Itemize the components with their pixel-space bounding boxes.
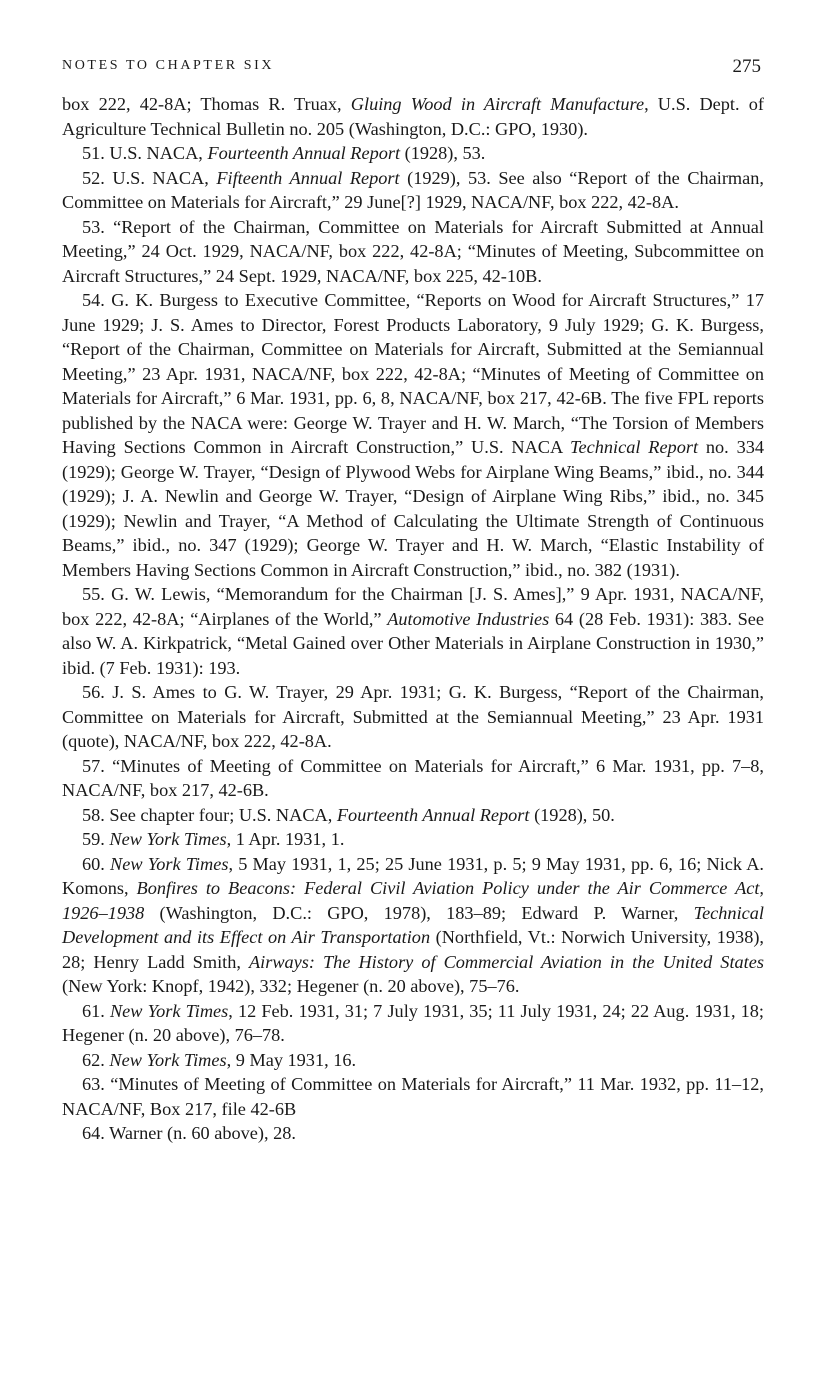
endnote-63: [62, 1072, 764, 1121]
endnote-61: [62, 999, 764, 1048]
endnote-56: [62, 680, 764, 754]
note-text: 64 (28 Feb. 1931): 383. See also W. A. Kirkpatrick, “Metal Gained over Other Materials in Airplane Construction in 1930,” ibid. (7 Feb. 1931): 193.: [62, 608, 764, 678]
endnote-continuation: [62, 92, 764, 141]
note-text: 56. J. S. Ames to G. W. Trayer, 29 Apr. 1931; G. K. Burgess, “Report of the Chairman, Committee on Materials for Aircraft, Submitted at the Semiannual Meeting,” 23 Apr. 1931 (quote), NACA/NF, box 222, 42-8A.: [62, 682, 764, 751]
note-text: 58. See chapter four; U.S. NACA,: [82, 804, 337, 825]
note-text: (New York: Knopf, 1942), 332; Hegener (n. 20 above), 75–76.: [62, 976, 520, 996]
endnote-57: [62, 754, 764, 803]
endnote-54: [62, 288, 764, 582]
note-text: 64. Warner (n. 60 above), 28.: [82, 1123, 296, 1143]
italic-title: Gluing Wood in Aircraft Manufacture: [350, 94, 645, 114]
note-text: , 12 Feb. 1931, 31; 7 July 1931, 35; 11 July 1931, 24; 22 Aug. 1931, 18; Hegener (n. 20 above), 76–78.: [62, 1000, 764, 1045]
note-text: box 222, 42-8A; Thomas R. Truax,: [62, 94, 351, 114]
note-text: 59.: [82, 829, 110, 849]
endnote-52: [62, 166, 764, 215]
endnote-60: [62, 852, 764, 999]
endnote-53: [62, 215, 764, 289]
note-text: , U.S. Dept. of Agriculture Technical Bulletin no. 205 (Washington, D.C.: GPO, 1930).: [62, 94, 764, 139]
note-text: 61.: [82, 1000, 110, 1021]
chapter-notes-title: NOTES TO CHAPTER SIX: [62, 58, 275, 73]
italic-title: New York Times: [109, 829, 227, 849]
italic-title: New York Times: [109, 1049, 227, 1070]
italic-title: Automotive Industries: [387, 608, 550, 629]
italic-title: Technical Report: [570, 437, 699, 457]
note-text: 63. “Minutes of Meeting of Committee on Materials for Aircraft,” 11 Mar. 1932, pp. 11–12, NACA/NF, Box 217, file 42-6B: [62, 1074, 764, 1119]
note-text: 55. G. W. Lewis, “Memorandum for the Chairman [J. S. Ames],” 9 Apr. 1931, NACA/NF, box 222, 42-8A; “Airplanes of the World,”: [62, 584, 764, 629]
note-text: 53. “Report of the Chairman, Committee on Materials for Aircraft Submitted at Annual Meeting,” 24 Oct. 1929, NACA/NF, box 222, 42-8A; “Minutes of Meeting, Subcommittee on Aircraft Structures,” 24 Sept. 1929, NACA/NF, box 225, 42-10B.: [62, 216, 764, 286]
note-text: 52. U.S. NACA,: [82, 167, 217, 188]
endnote-59: [62, 827, 764, 852]
note-text: (1929), 53. See also “Report of the Chairman, Committee on Materials for Aircraft,” 29 June[?] 1929, NACA/NF, box 222, 42-8A.: [62, 167, 764, 212]
endnotes-body: [62, 92, 764, 1146]
italic-title: Technical Development and its Effect on Air Transportation: [62, 902, 764, 947]
note-text: 60.: [82, 853, 111, 874]
page-number: 275: [732, 56, 761, 77]
endnote-64: [62, 1121, 764, 1146]
note-text: (Northfield, Vt.: Norwich University, 1938), 28; Henry Ladd Smith,: [62, 927, 764, 972]
italic-title: Fifteenth Annual Report: [216, 167, 400, 188]
endnote-58: [62, 803, 764, 828]
italic-title: Fourteenth Annual Report: [336, 804, 530, 825]
note-text: , 1 Apr. 1931, 1.: [226, 829, 345, 849]
note-text: 54. G. K. Burgess to Executive Committee, “Reports on Wood for Aircraft Structures,” 17 June 1929; J. S. Ames to Director, Forest Products Laboratory, 9 July 1929; G. K. Burgess, “Report of the Chairman, Committee on Materials for Aircraft, Submitted at the Semiannual Meeting,” 23 Apr. 1931, NACA/NF, box 222, 42-8A; “Minutes of Meeting of Committee on Materials for Aircraft,” 6 Mar. 1931, pp. 6, 8, NACA/NF, box 217, 42-6B. The five FPL reports published by the NACA were: George W. Trayer and H. W. March, “The Torsion of Members Having Sections Common in Aircraft Construction,” U.S. NACA: [62, 290, 764, 457]
note-text: (Washington, D.C.: GPO, 1978), 183–89; Edward P. Warner,: [144, 902, 694, 923]
italic-title: Airways: The History of Commercial Aviation in the United States: [248, 951, 764, 972]
note-text: (1928), 50.: [529, 804, 615, 825]
note-text: (1928), 53.: [400, 143, 486, 163]
note-text: no. 334 (1929); George W. Trayer, “Design of Plywood Webs for Airplane Wing Beams,” ibid., no. 344 (1929); J. A. Newlin and George W. Trayer, “Design of Airplane Wing Ribs,” ibid., no. 345 (1929); Newlin and Trayer, “A Method of Calculating the Ultimate Strength of Continuous Beams,” ibid., no. 347 (1929); George W. Trayer and H. W. March, “Elastic Instability of Members Having Sections Common in Aircraft Construction,” ibid., no. 382 (1931).: [62, 437, 764, 580]
note-text: , 5 May 1931, 1, 25; 25 June 1931, p. 5; 9 May 1931, pp. 6, 16; Nick A. Komons,: [62, 853, 764, 898]
italic-title: New York Times: [110, 853, 229, 874]
note-text: , 9 May 1931, 16.: [226, 1049, 357, 1070]
note-text: 51. U.S. NACA,: [82, 143, 208, 163]
endnote-55: [62, 582, 764, 680]
running-head: [62, 56, 761, 80]
italic-title: Fourteenth Annual Report: [207, 143, 401, 163]
italic-title: New York Times: [109, 1000, 229, 1021]
note-text: 62.: [82, 1049, 110, 1070]
endnote-62: [62, 1048, 764, 1073]
endnote-51: [62, 141, 764, 166]
italic-title: Bonfires to Beacons: Federal Civil Aviation Policy under the Air Commerce Act, 1926–1938: [62, 878, 764, 923]
note-text: 57. “Minutes of Meeting of Committee on Materials for Aircraft,” 6 Mar. 1931, pp. 7–8, NACA/NF, box 217, 42-6B.: [62, 755, 764, 800]
